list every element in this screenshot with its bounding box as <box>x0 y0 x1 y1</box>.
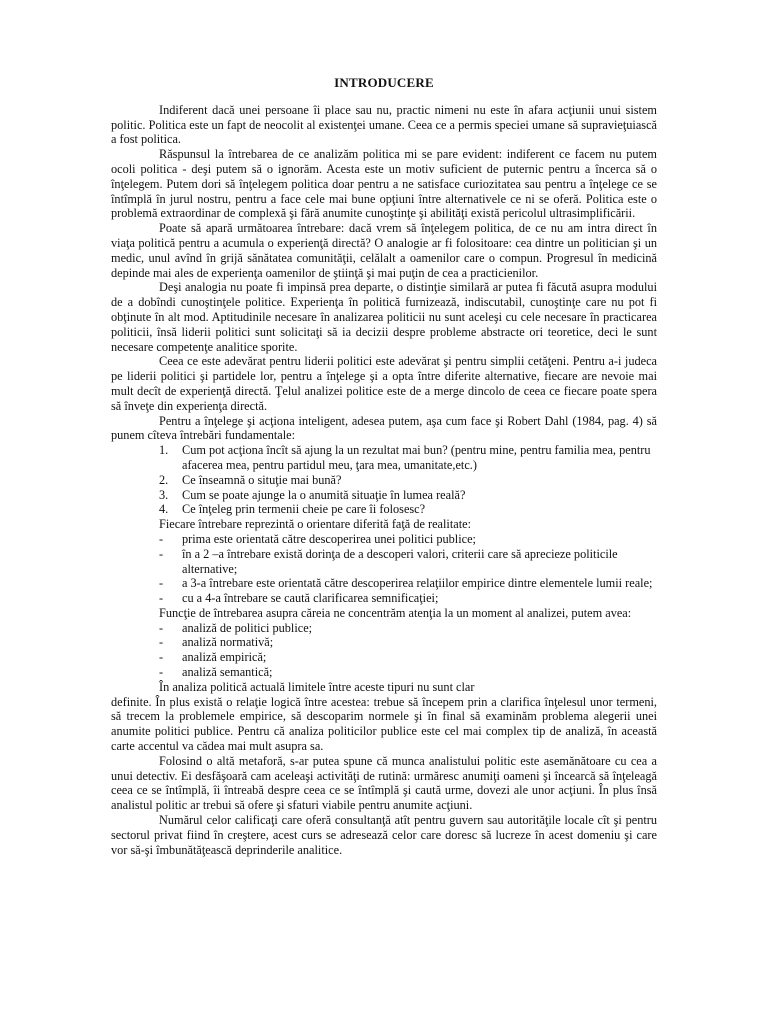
list-item-text: Cum pot acţiona încît să ajung la un rezultat mai bun? (pentru mine, pentru familia mea, pentru afacerea mea, pentru partidul meu, ţara mea, umanitate,etc.) <box>182 443 651 472</box>
orientations-list <box>159 532 657 606</box>
list-item <box>159 635 657 650</box>
list-number: 1. <box>159 443 169 458</box>
list-item <box>159 576 657 591</box>
list-dash: - <box>159 576 164 591</box>
list-item <box>159 591 657 606</box>
paragraph-10: Folosind o altă metaforă, s-ar putea spune că munca analistului politic este asemănătoare cu cea a unui detectiv. Ei desfăşoară cam aceleaşi activităţi de rutină: urmăresc anumiţi oameni şi încearcă să înţeleagă ceea ce se întîmplă, îi întreabă despre ceea ce se întîmplă şi caută urme, dovezi ale unor acţiuni. În plus însă analistul politic ar trebui să ofere şi sfaturi viabile pentru anumite acţiuni. <box>111 753 657 813</box>
list-item-text: analiză de politici publice; <box>182 620 313 635</box>
list-item <box>159 621 657 636</box>
list-dash: - <box>159 650 164 665</box>
paragraph-7: Fiecare întrebare reprezintă o orientare diferită faţă de realitate: <box>159 517 472 532</box>
paragraph-6: Pentru a înţelege şi acţiona inteligent, adesea putem, aşa cum face şi Robert Dahl (1984, pag. 4) să punem cîteva întrebări fundamentale: <box>111 413 657 443</box>
list-dash: - <box>159 531 164 546</box>
paragraph-4: Deşi analogia nu poate fi impinsă prea departe, o distinţie similară ar putea fi făcută asupra modului de a dobîndi cunoştinţele politice. Experienţa în politică furnizează, indiscutabil, cunoştinţe care nu pot fi obţinute în alt mod. Aptitudinile necesare în analizarea politicii nu sunt aceleşi cu cele necesare în practicarea politicii, însă liderii politici sunt solicitaţi să ia decizii despre probleme abstracte ori teoretice, deci le sunt necesare competenţe analitice sporite. <box>111 280 657 354</box>
list-item-text: analiză empirică; <box>182 650 267 665</box>
list-dash: - <box>159 620 164 635</box>
list-dash: - <box>159 546 164 561</box>
paragraph-9-start: În analiza politică actuală limitele între aceste tipuri nu sunt clar <box>159 679 475 694</box>
list-item <box>159 547 657 577</box>
analysis-types-list <box>159 621 657 680</box>
list-item-text: a 3-a întrebare este orientată către descoperirea relaţiilor empirice dintre elementele lumii reale; <box>182 576 653 591</box>
list-item <box>159 532 657 547</box>
document-body <box>111 76 657 857</box>
paragraph-2: Răspunsul la întrebarea de ce analizăm politica mi se pare evident: indiferent ce facem nu putem ocoli politica - deşi putem să o ignorăm. Acesta este un motiv suficient de puternic pentru a încerca să o înţelegem. Putem dori să înţelegem politica doar pentru a ne satisface curiozitatea sau pentru a înţelege ce se întîmplă în jurul nostru, pentru a face cele mai bune opţiuni între alternativele ce ni se oferă. Politica este o problemă extraordinar de complexă şi fără anumite cunoştinţe şi abilităţi există pericolul ultrasimplificării. <box>111 147 657 221</box>
list-item-text: Ce înţeleg prin termenii cheie pe care îi folosesc? <box>182 502 426 517</box>
document-title: INTRODUCERE <box>334 75 434 90</box>
list-item <box>159 473 657 488</box>
list-item-text: prima este orientată către descoperirea unei politici publice; <box>182 531 476 546</box>
questions-list <box>159 443 657 517</box>
list-item-text: Cum se poate ajunge la o anumită situaţie în lumea reală? <box>182 487 466 502</box>
list-item <box>159 665 657 680</box>
paragraph-3: Poate să apară următoarea întrebare: dacă vrem să înţelegem politica, de ce nu am intra direct în viaţa politică pentru a acumula o experienţă directă? O analogie ar fi folositoare: cea dintre un politician şi un medic, unul avînd în grijă sănătatea comunităţii, celălalt a oamenilor care o compun. Progresul în medicină depinde mai ales de experienţa oamenilor de ştiinţă şi mai puţin de cea a practicienilor. <box>111 221 657 280</box>
list-item <box>159 488 657 503</box>
list-item-text: în a 2 –a întrebare există dorinţa de a descoperi valori, criterii care să aprecieze politicile alternative; <box>182 546 618 576</box>
paragraph-1: Indiferent dacă unei persoane îi place sau nu, practic nimeni nu este în afara acţiunii unui sistem politic. Politica este un fapt de neocolit al existenţei umane. Ceea ce a permis speciei umane să supravieţuiască a fost politica. <box>111 102 657 147</box>
paragraph-8: Funcţie de întrebarea asupra căreia ne concentrăm atenţia la un moment al analizei, putem avea: <box>159 605 632 620</box>
list-item-text: Ce înseamnă o situţie mai bună? <box>182 472 342 487</box>
list-number: 4. <box>159 502 169 517</box>
list-item <box>159 650 657 665</box>
list-item-text: analiză semantică; <box>182 665 273 680</box>
list-item-text: analiză normativă; <box>182 635 274 650</box>
list-number: 3. <box>159 487 169 502</box>
list-item <box>159 502 657 517</box>
list-item-text: cu a 4-a întrebare se caută clarificarea semnificaţiei; <box>182 591 439 606</box>
paragraph-5: Ceea ce este adevărat pentru liderii politici este adevărat şi pentru simplii cetăţeni. Pentru a-i judeca pe liderii politici şi partidele lor, pentru a înţelege şi a opta între diferite alternative, fiecare are nevoie mai mult decît de experienţă directă. Ţelul analizei politice este de a merge dincolo de ceea ce fiecare poate spera să înveţe din experienţa directă. <box>111 354 657 413</box>
list-dash: - <box>159 635 164 650</box>
list-dash: - <box>159 591 164 606</box>
list-dash: - <box>159 665 164 680</box>
list-number: 2. <box>159 472 169 487</box>
paragraph-9-continued: definite. În plus există o relaţie logică între acestea: trebue să începem prin a clarifica înţelesul unor termeni, să trecem la problemele empirice, să descoparim normele şi în final să examinăm problema alegerii unei anumite politici publice. Pentru că analiza politicilor publice este cel mai complex tip de analiză, în această carte accentul va cădea mai mult asupra sa. <box>111 694 657 754</box>
list-item <box>159 443 657 473</box>
paragraph-11: Numărul celor calificaţi care oferă consultanţă atît pentru guvern sau autorităţile locale cît şi pentru sectorul privat fiind în creştere, acest curs se adresează celor care doresc să lucreze în acest domeniu şi care vor să-şi îmbunătăţească deprinderile analitice. <box>111 813 657 857</box>
